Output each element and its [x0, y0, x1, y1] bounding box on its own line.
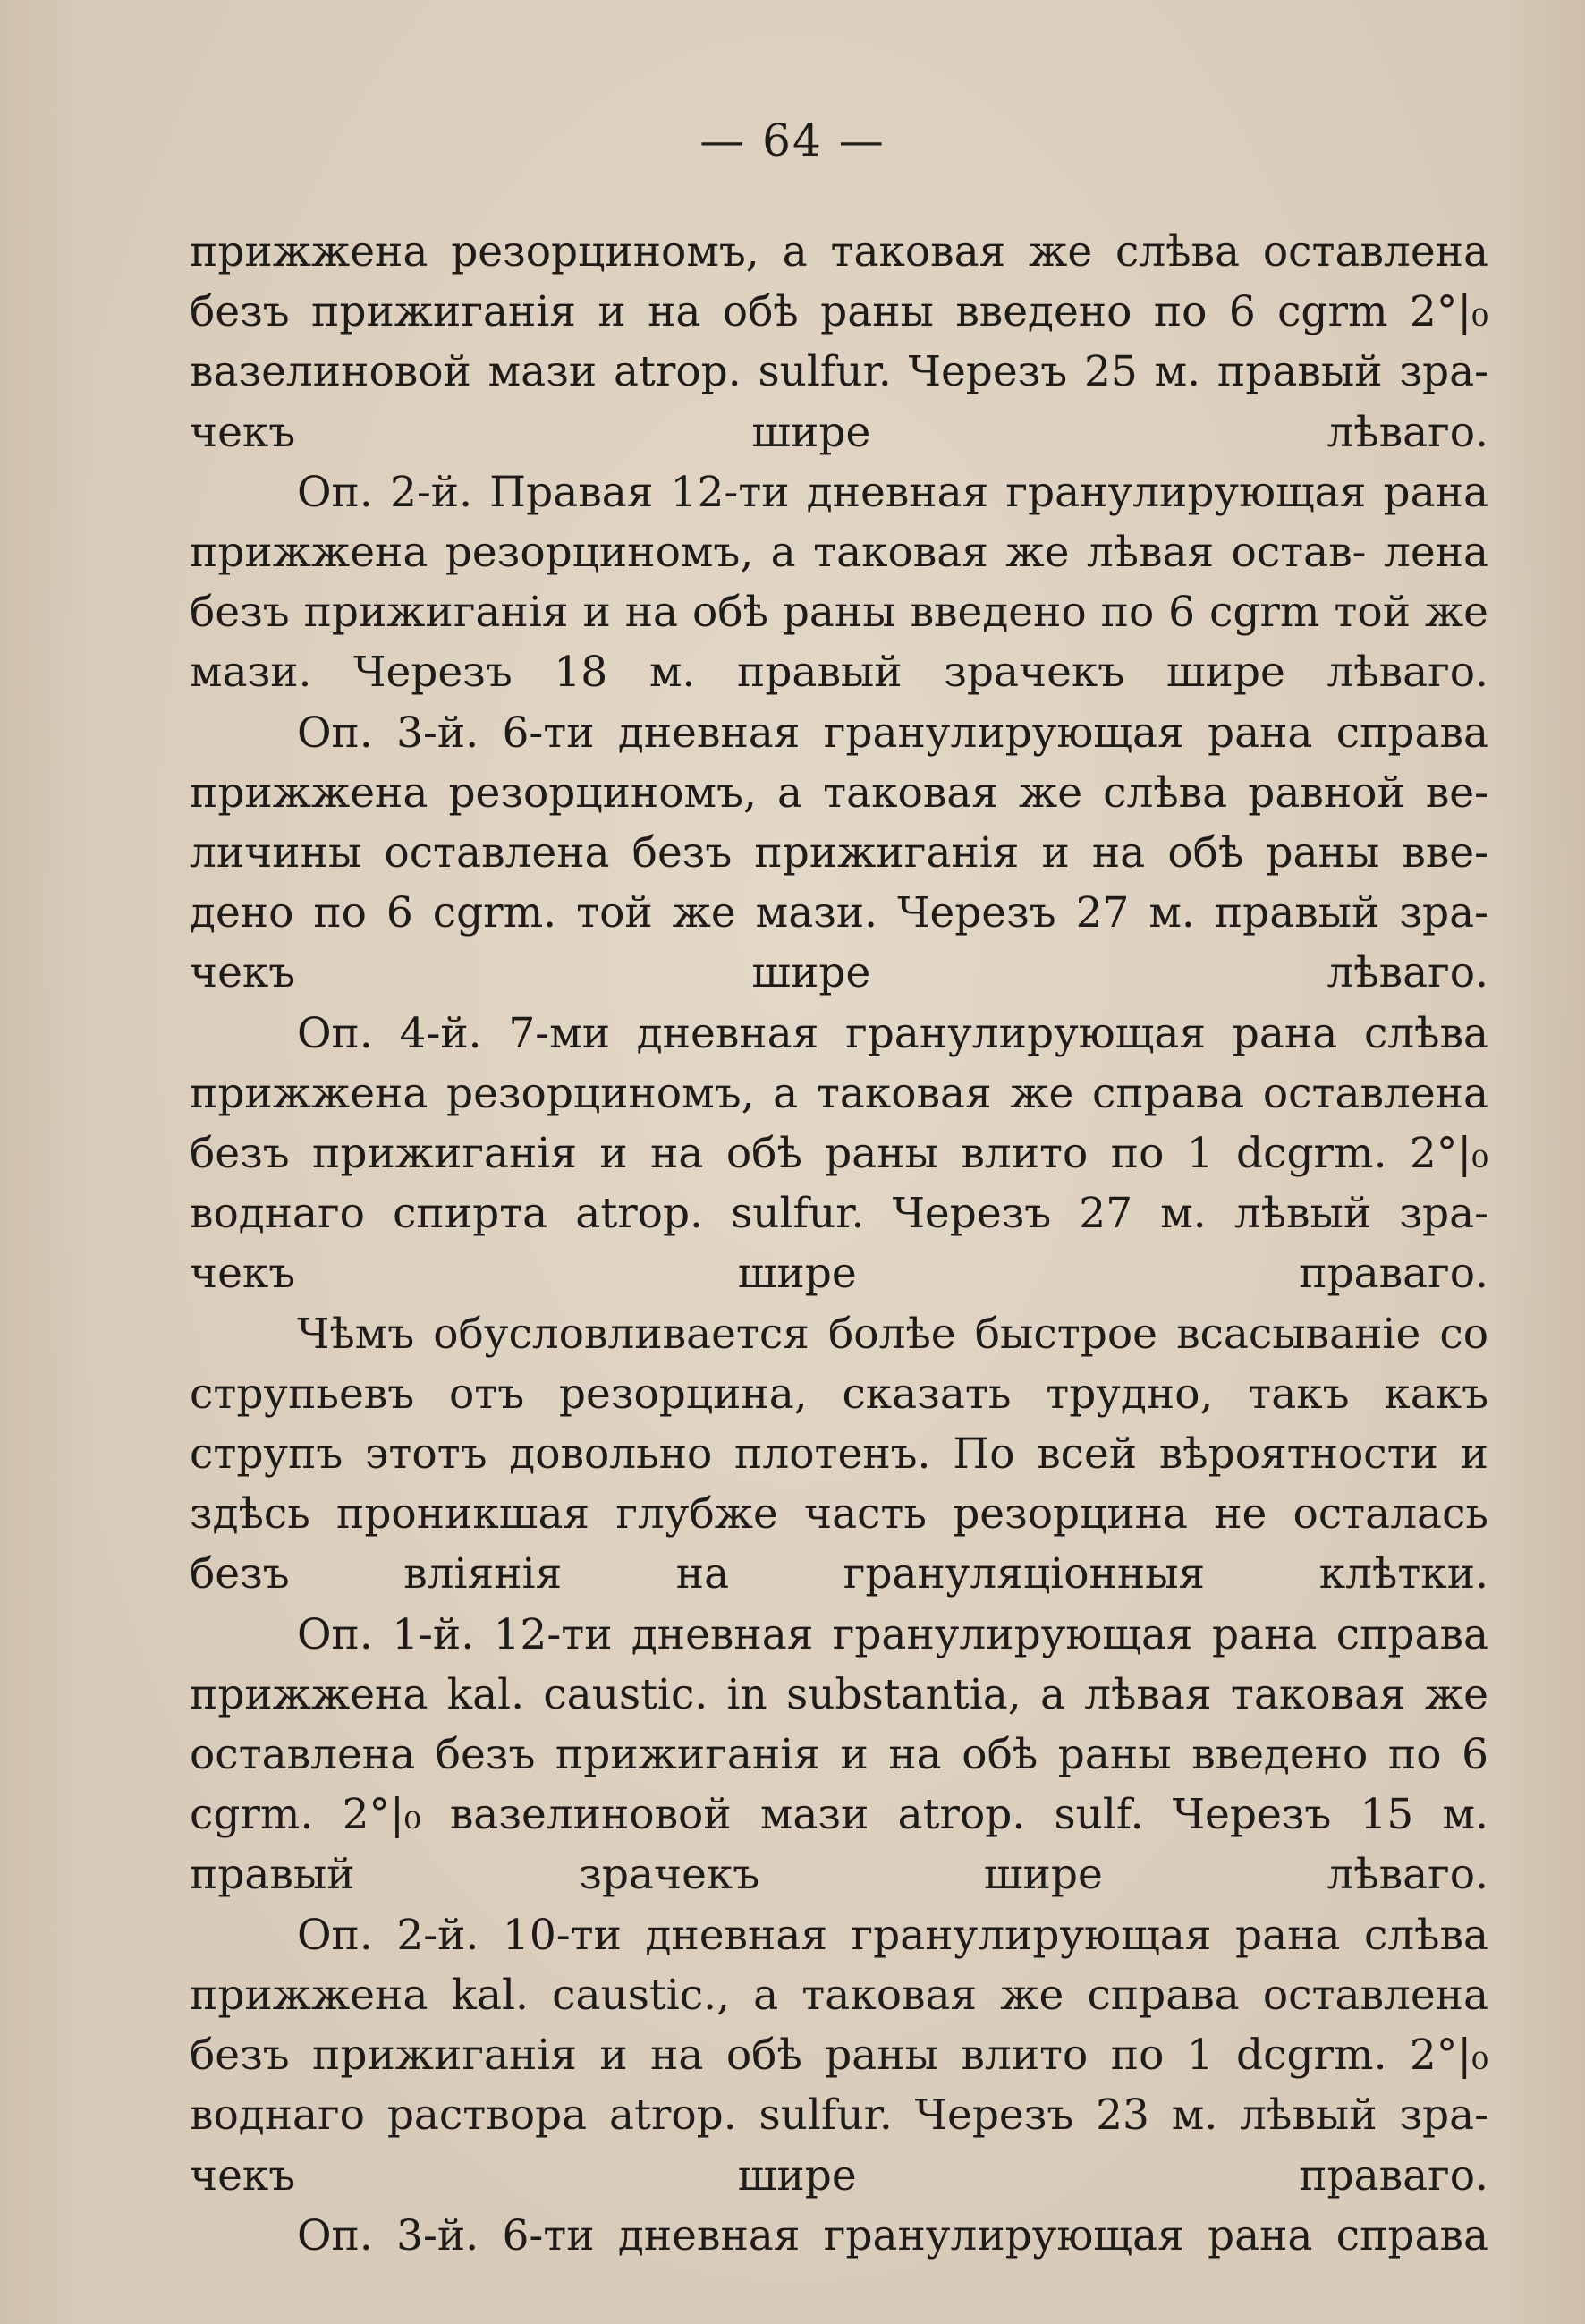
text-line: чекъ шире лѣваго.: [190, 407, 1488, 457]
text-line: безъ прижиганія и на обѣ раны влито по 1 dcgrm. 2°|₀: [190, 1129, 1488, 1179]
paragraph-continuation: [190, 222, 1488, 462]
text-line: струпьевъ отъ резорцина, сказать трудно, такъ какъ: [190, 1369, 1488, 1419]
page-number: — 64 —: [699, 115, 886, 166]
paragraph-op-3: [190, 703, 1488, 1004]
text-line: той же мази. Черезъ 18 м. правый зрачекъ шире лѣваго.: [190, 588, 1488, 698]
text-line: Оп. 3-й. 6-ти дневная гранулирующая рана справа: [297, 708, 1488, 758]
text-line: рана прижжена резорциномъ, а таковая же лѣвая остав-: [190, 467, 1488, 578]
text-line: вазелиновой мази atrop. sulfur. Черезъ 25 м. правый зра-: [190, 347, 1488, 397]
text-line: лена безъ прижиганія и на обѣ раны введено по 6 cgrm: [190, 528, 1488, 638]
text-line: оставлена безъ прижиганія и на обѣ раны введено по: [190, 1730, 1442, 1780]
text-line: струпъ этотъ довольно плотенъ. По всей вѣроятности и: [190, 1429, 1488, 1480]
paragraph-op-4: [190, 1004, 1488, 1304]
text-line: Оп. 1-й. 12-ти дневная гранулирующая рана справа: [297, 1609, 1488, 1659]
text-line: воднаго раствора atrop. sulfur. Черезъ 23 м. лѣвый зра-: [190, 2091, 1488, 2141]
text-line: прижжена kal. caustic., а таковая же справа оставлена: [190, 1970, 1488, 2020]
text-line: здѣсь проникшая глубже часть резорцина не осталась: [190, 1489, 1488, 1539]
text-line: безъ прижиганія и на обѣ раны введено по 6 cgrm 2°|₀: [190, 287, 1488, 337]
text-line: Оп. 2-й. Правая 12-ти дневная гранулирующая: [297, 467, 1367, 517]
paragraph-op-1-kal: [190, 1605, 1488, 1905]
text-line: чекъ шире праваго.: [190, 1249, 1488, 1299]
text-line: безъ прижиганія и на обѣ раны влито по 1 dcgrm. 2°|₀: [190, 2031, 1488, 2081]
paragraph-op-3-kal: [190, 2206, 1488, 2266]
text-line: правый зрачекъ шире лѣваго.: [190, 1850, 1488, 1900]
text-line: прижжена резорциномъ, а таковая же слѣва оставлена: [190, 227, 1488, 276]
paragraph-discussion: [190, 1304, 1488, 1605]
text-line: прижжена резорциномъ, а таковая же слѣва равной ве-: [190, 768, 1488, 818]
text-line: 6 cgrm. 2°|₀ вазелиновой мази atrop. sulf. Черезъ 15 м.: [190, 1730, 1488, 1840]
text-line: Оп. 2-й. 10-ти дневная гранулирующая рана слѣва: [297, 1910, 1488, 1960]
text-line: прижжена kal. caustic. in substantia, а лѣвая таковая же: [190, 1669, 1488, 1719]
text-line: Оп. 3-й. 6-ти дневная гранулирующая рана справа: [297, 2210, 1488, 2260]
text-line: личины оставлена безъ прижиганія и на обѣ раны вве-: [190, 828, 1488, 878]
text-line: дено по 6 cgrm. той же мази. Черезъ 27 м. правый зра-: [190, 888, 1488, 938]
paragraph-op-2: [190, 462, 1488, 703]
text-line: прижжена резорциномъ, а таковая же справа оставлена: [190, 1068, 1488, 1118]
text-line: Чѣмъ обусловливается болѣе быстрое всасываніе со: [297, 1309, 1488, 1359]
text-line: воднаго спирта atrop. sulfur. Черезъ 27 м. лѣвый зра-: [190, 1189, 1488, 1239]
body-text: [190, 222, 1488, 2266]
text-line: Оп. 4-й. 7-ми дневная гранулирующая рана слѣва: [297, 1008, 1488, 1058]
paragraph-op-2-kal: [190, 1905, 1488, 2206]
text-line: безъ вліянія на грануляціонныя клѣтки.: [190, 1549, 1488, 1599]
text-line: чекъ шире праваго.: [190, 2150, 1488, 2201]
text-line: чекъ шире лѣваго.: [190, 948, 1488, 998]
